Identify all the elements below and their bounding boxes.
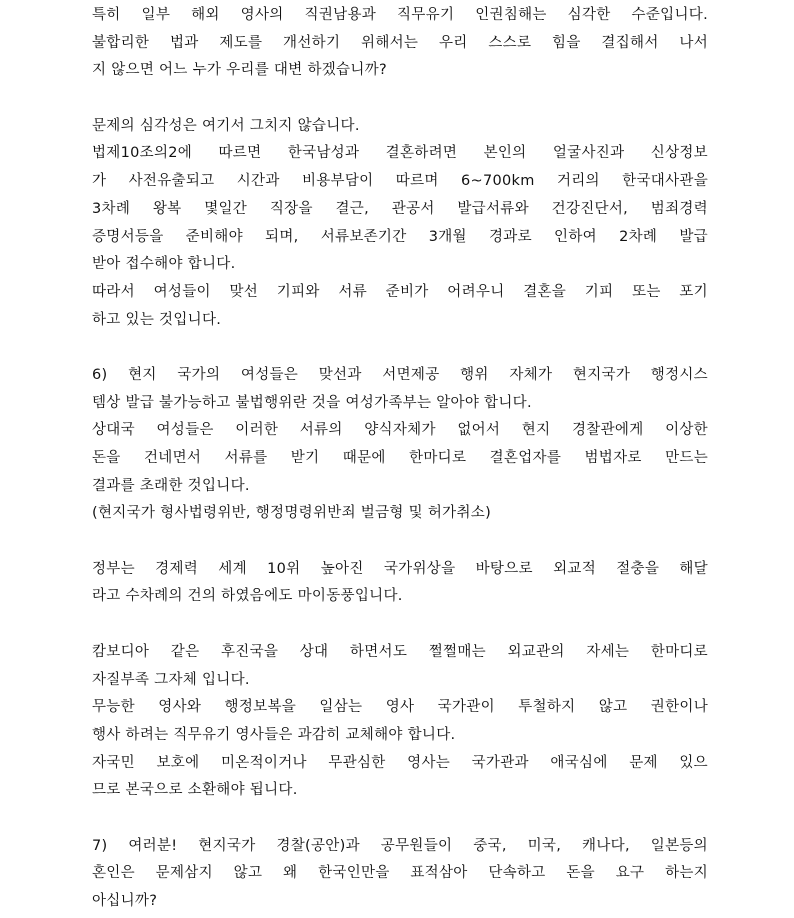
text-line: 문제의 심각성은 여기서 그치지 않습니다. xyxy=(92,117,360,134)
text-line: 받아 접수해야 합니다. xyxy=(92,256,236,273)
text-line: 따라서 여성들이 맞선 기피와 서류 준비가 어려우니 결혼을 기피 또는 포기 xyxy=(92,283,708,300)
text-line: 캄보디아 같은 후진국을 상대 하면서도 쩔쩔매는 외교관의 자세는 한마디로 xyxy=(92,643,708,660)
blank-line xyxy=(92,805,708,833)
text-line: 법제10조의2에 따르면 한국남성과 결혼하려면 본인의 얼굴사진과 신상정보 xyxy=(92,145,708,162)
text-line: 6) 현지 국가의 여성들은 맞선과 서면제공 행위 자체가 현지국가 행정시스 xyxy=(92,366,708,383)
text-line: 지 않으면 어느 누가 우리를 대변 하겠습니까? xyxy=(92,62,387,79)
text-line: 므로 본국으로 소환해야 됩니다. xyxy=(92,782,298,799)
text-line: 가 사전유출되고 시간과 비용부담이 따르며 6~700km 거리의 한국대사관을 xyxy=(92,173,708,190)
text-line: 증명서등을 준비해야 되며, 서류보존기간 3개월 경과로 인하여 2차례 발급 xyxy=(92,228,708,245)
text-line: 아십니까? xyxy=(92,893,158,909)
blank-line xyxy=(92,85,708,113)
text-line: 혼인은 문제삼지 않고 왜 한국인만을 표적삼아 단속하고 돈을 요구 하는지 xyxy=(92,865,708,882)
blank-line xyxy=(92,528,708,556)
text-line: 라고 수차례의 건의 하였음에도 마이동풍입니다. xyxy=(92,588,403,605)
text-line: 무능한 영사와 행정보복을 일삼는 영사 국가관이 투철하지 않고 권한이나 xyxy=(92,699,708,716)
text-line: 하고 있는 것입니다. xyxy=(92,311,222,328)
blank-line xyxy=(92,334,708,362)
text-line: 템상 발급 불가능하고 불법행위란 것을 여성가족부는 알아야 합니다. xyxy=(92,394,532,411)
text-line: 결과를 초래한 것입니다. xyxy=(92,477,250,494)
text-line: 상대국 여성들은 이러한 서류의 양식자체가 없어서 현지 경찰관에게 이상한 xyxy=(92,422,708,439)
blank-line xyxy=(92,611,708,639)
text-line: 특히 일부 해외 영사의 직권남용과 직무유기 인권침해는 심각한 수준입니다. xyxy=(92,7,708,23)
text-line: 3차례 왕복 몇일간 직장을 결근, 관공서 발급서류와 건강진단서, 범죄경력 xyxy=(92,200,708,217)
text-line: 자국민 보호에 미온적이거나 무관심한 영사는 국가관과 애국심에 문제 있으 xyxy=(92,754,708,771)
document-body xyxy=(92,2,708,916)
text-line: 불합리한 법과 제도를 개선하기 위해서는 우리 스스로 힘을 결집해서 나서 xyxy=(92,34,708,51)
text-line: (현지국가 형사법령위반, 행정명령위반죄 벌금형 및 허가취소) xyxy=(92,505,492,522)
text-line: 정부는 경제력 세계 10위 높아진 국가위상을 바탕으로 외교적 절충을 해달 xyxy=(92,560,708,577)
text-line: 행사 하려는 직무유기 영사들은 과감히 교체해야 합니다. xyxy=(92,726,456,743)
text-line: 돈을 건네면서 서류를 받기 때문에 한마디로 결혼업자를 범법자로 만드는 xyxy=(92,450,708,466)
text-line: 자질부족 그자체 입니다. xyxy=(92,671,250,688)
text-line: 7) 여러분! 현지국가 경찰(공안)과 공무원들이 중국, 미국, 캐나다, 일본등의 xyxy=(92,837,708,854)
